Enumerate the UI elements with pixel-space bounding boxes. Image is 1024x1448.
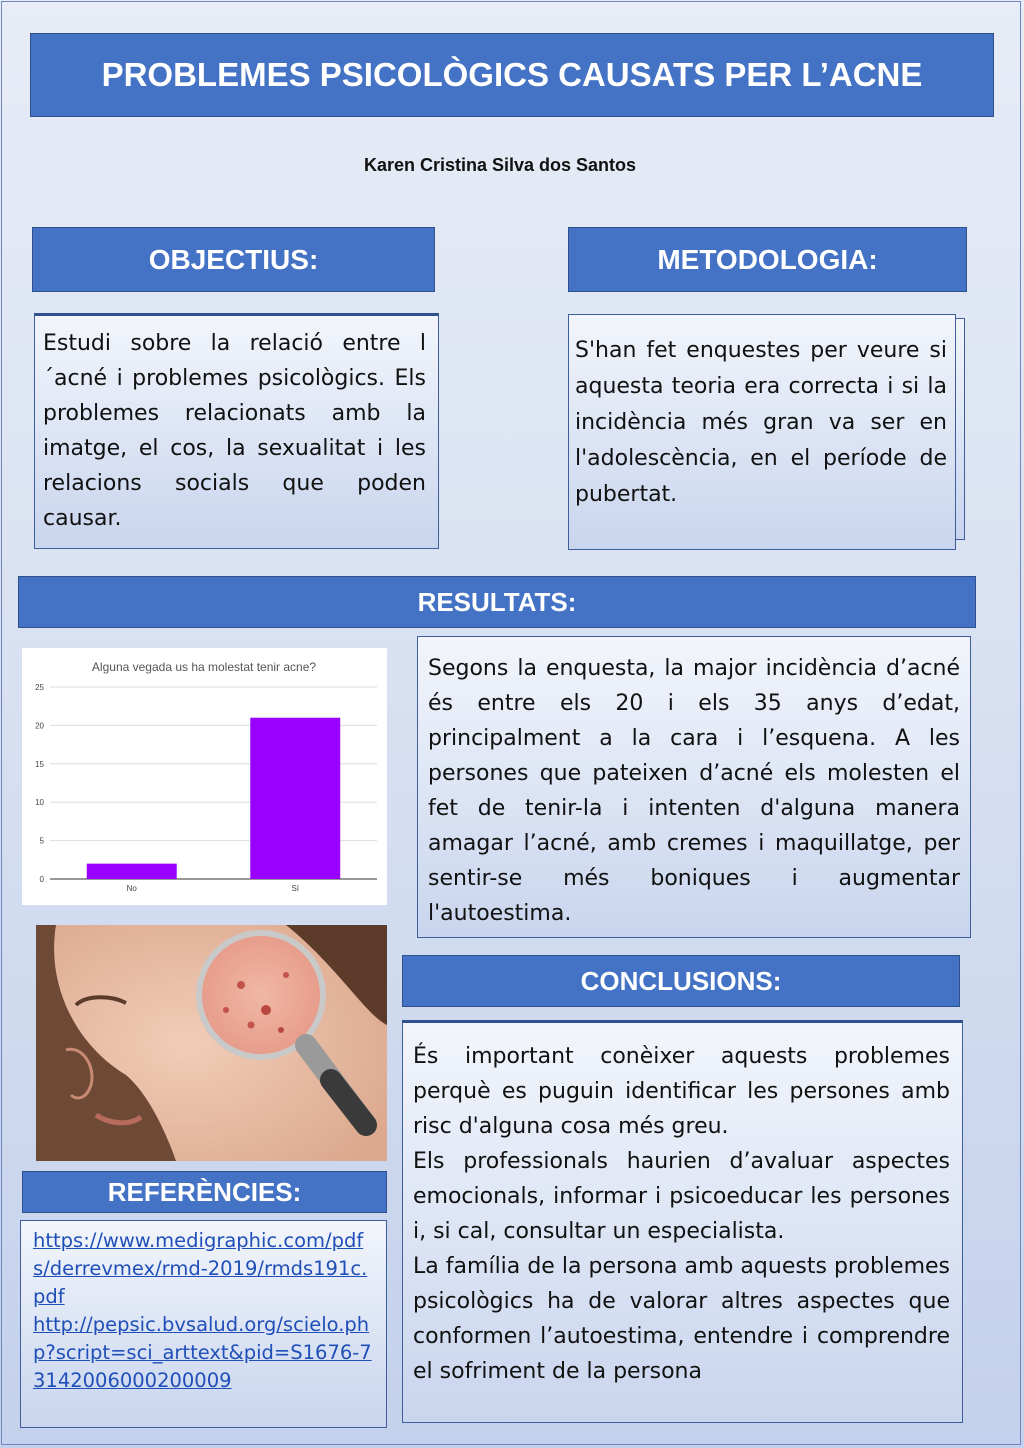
- objectius-text: Estudi sobre la relació entre l´acné i problemes psicològics. Els problemes relacionats amb la imatge, el cos, la sexualitat i les relacions socials que poden causar.: [43, 331, 426, 531]
- objectius-box: [34, 313, 439, 549]
- conclusions-p3: La família de la persona amb aquests problemes psicològics ha de valorar altres aspectes que conformen l’autoestima, entendre i comprendre el sofriment de la persona: [413, 1254, 950, 1384]
- resultats-box: [417, 636, 971, 938]
- y-tick-label: 10: [35, 798, 44, 808]
- author-name: Karen Cristina Silva dos Santos: [363, 155, 637, 175]
- poster-title: PROBLEMES PSICOLÒGICS CAUSATS PER L’ACNE: [101, 56, 923, 93]
- metodologia-heading: METODOLOGIA:: [657, 243, 878, 275]
- conclusions-p1: És important conèixer aquests problemes perquè es puguin identificar les persones amb risc d'alguna cosa més greu.: [413, 1044, 950, 1139]
- referencies-box: [20, 1220, 387, 1428]
- survey-chart-svg: [22, 648, 387, 905]
- bar-no: [87, 864, 177, 879]
- conclusions-heading: CONCLUSIONS:: [580, 965, 782, 996]
- y-tick-label: 25: [35, 683, 44, 692]
- bar-si: [250, 718, 340, 879]
- resultats-text: Segons la enquesta, la major incidència d’acné és entre els 20 i els 35 anys d’edat, principalment a la cara i l’esquena. A les persones que pateixen d’acné els molesten el fet de tenir-la i intenten d'alguna manera amagar l’acné, amb cremes i maquillatge, per sentir-se més boniques i augmentar l'autoestima.: [428, 656, 960, 926]
- conclusions-p2: Els professionals haurien d’avaluar aspectes emocionals, informar i psicoeducar les persones i, si cal, consultar un especialista.: [413, 1149, 950, 1244]
- resultats-heading-bar: [18, 576, 976, 628]
- y-tick-label: 0: [39, 875, 44, 884]
- metodologia-box: [568, 314, 956, 550]
- metodologia-heading-bar: [568, 227, 967, 292]
- referencies-heading: REFERÈNCIES:: [107, 1176, 302, 1207]
- x-tick-label: No: [126, 884, 137, 893]
- reference-link-pepsic[interactable]: http://pepsic.bvsalud.org/scielo.php?script=sci_arttext&pid=S1676-73142006000200009: [33, 1313, 372, 1392]
- referencies-heading-bar: [22, 1171, 387, 1213]
- y-tick-label: 15: [35, 759, 44, 769]
- metodologia-text: S'han fet enquestes per veure si aquesta teoria era correcta i si la incidència més gran va ser en l'adolescència, en el període de pubertat.: [575, 338, 947, 507]
- reference-link-medigraphic[interactable]: https://www.medigraphic.com/pdfs/derrevmex/rmd-2019/rmds191c.pdf: [33, 1229, 368, 1308]
- chart-title: Alguna vegada us ha molestat tenir acne?: [91, 660, 317, 674]
- poster-title-bar: [30, 33, 994, 117]
- y-tick-label: 20: [35, 721, 44, 731]
- resultats-heading: RESULTATS:: [417, 586, 577, 617]
- survey-chart: [22, 648, 387, 905]
- conclusions-heading-bar: [402, 955, 960, 1007]
- acne-magnifier-photo: [36, 925, 387, 1161]
- objectius-heading: OBJECTIUS:: [148, 243, 319, 275]
- objectius-heading-bar: [32, 227, 435, 292]
- y-tick-label: 5: [39, 836, 44, 846]
- conclusions-box: [402, 1020, 963, 1423]
- x-tick-label: Sí: [291, 884, 300, 893]
